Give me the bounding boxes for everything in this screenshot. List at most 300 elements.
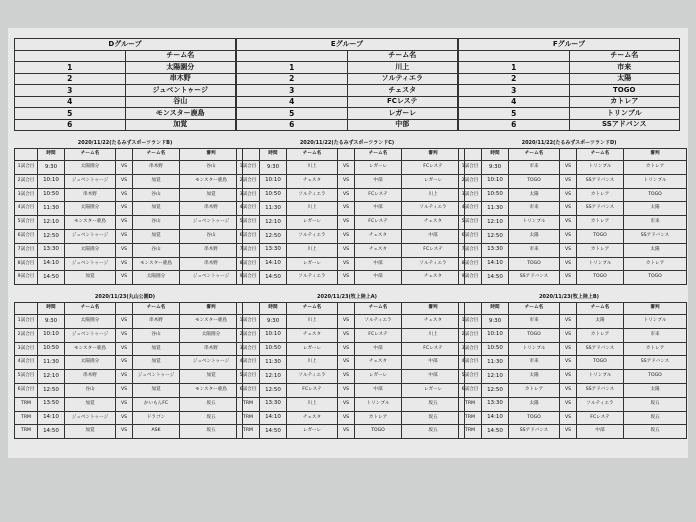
match-time: 10:10 xyxy=(260,174,287,188)
referee-team: 串木野 xyxy=(180,202,243,216)
away-team: レガーレ xyxy=(355,370,402,384)
table-row xyxy=(237,257,465,271)
team-name: チェスタ xyxy=(347,85,458,97)
vs-label: VS xyxy=(560,188,577,202)
referee-team: 坂五 xyxy=(402,425,465,439)
column-header: チーム名 xyxy=(577,149,624,161)
match-time: 12:50 xyxy=(38,229,65,243)
table-row xyxy=(459,257,687,271)
away-team: SSアドバンス xyxy=(577,202,624,216)
table-row xyxy=(15,174,243,188)
match-label: 3試合目 xyxy=(237,188,260,202)
match-time: 13:30 xyxy=(482,243,509,257)
home-team: ジュベントゥージ xyxy=(65,257,116,271)
home-team: 市来 xyxy=(509,315,560,329)
match-label: TRM xyxy=(459,397,482,411)
home-team: 太陽 xyxy=(509,370,560,384)
team-name: カトレア xyxy=(569,96,680,108)
match-time: 9:30 xyxy=(38,315,65,329)
team-number: 5 xyxy=(459,108,570,120)
table-row xyxy=(459,397,687,411)
home-team: 太陽園分 xyxy=(65,161,116,175)
column-header xyxy=(338,303,355,315)
match-label: 3試合目 xyxy=(15,188,38,202)
column-header: チーム名 xyxy=(65,303,116,315)
vs-label: VS xyxy=(560,257,577,271)
day2-caption-b: 2020/11/23(牧上陸上B) xyxy=(539,294,599,300)
match-label: 1試合目 xyxy=(237,161,260,175)
referee-team: SSアドバンス xyxy=(624,356,687,370)
day1-match-table xyxy=(236,148,465,285)
team-name: TOGO xyxy=(569,85,680,97)
home-team: 串木野 xyxy=(65,188,116,202)
home-team: SSアドバンス xyxy=(509,425,560,439)
match-label: TRM xyxy=(459,411,482,425)
vs-label: VS xyxy=(338,411,355,425)
home-team: チェスタ xyxy=(287,174,338,188)
team-name: モンスター鹿島 xyxy=(125,108,236,120)
referee-team: 坂五 xyxy=(624,425,687,439)
away-team: TOGO xyxy=(355,425,402,439)
team-number: 1 xyxy=(15,62,126,74)
match-time: 14:10 xyxy=(482,257,509,271)
match-label: 7試合目 xyxy=(15,243,38,257)
vs-label: VS xyxy=(116,411,133,425)
team-number: 6 xyxy=(237,119,348,131)
vs-label: VS xyxy=(338,328,355,342)
team-number: 3 xyxy=(237,85,348,97)
referee-team: チェスタ xyxy=(402,271,465,285)
away-team: 加覚 xyxy=(133,174,180,188)
away-team: 加覚 xyxy=(133,229,180,243)
column-header: 審判 xyxy=(624,149,687,161)
match-time: 10:50 xyxy=(482,342,509,356)
column-header: 審判 xyxy=(624,303,687,315)
vs-label: VS xyxy=(560,411,577,425)
referee-team: 中部 xyxy=(402,229,465,243)
match-time: 14:10 xyxy=(38,411,65,425)
home-team: 串木野 xyxy=(65,370,116,384)
away-team: ソルティエラ xyxy=(355,315,402,329)
vs-label: VS xyxy=(338,188,355,202)
match-label: TRM xyxy=(459,425,482,439)
away-team: SSアドバンス xyxy=(577,383,624,397)
match-label: 3試合目 xyxy=(237,342,260,356)
column-header: 時間 xyxy=(482,303,509,315)
away-team: SSアドバンス xyxy=(577,342,624,356)
group-title: Dグループ xyxy=(15,39,236,51)
group-table-d xyxy=(14,38,236,131)
referee-team: 坂五 xyxy=(180,411,243,425)
away-team: 谷山 xyxy=(133,243,180,257)
match-time: 12:10 xyxy=(38,216,65,230)
vs-label: VS xyxy=(116,271,133,285)
referee-team: 中部 xyxy=(402,370,465,384)
away-team: チェスタ xyxy=(355,229,402,243)
home-team: TOGO xyxy=(509,328,560,342)
column-header xyxy=(459,149,482,161)
team-name: 川上 xyxy=(347,62,458,74)
away-team: 太陽 xyxy=(577,315,624,329)
match-label: 6試合目 xyxy=(459,229,482,243)
match-label: 1試合目 xyxy=(15,161,38,175)
vs-label: VS xyxy=(116,425,133,439)
column-header: チーム名 xyxy=(355,303,402,315)
away-team: 谷山 xyxy=(133,188,180,202)
vs-label: VS xyxy=(116,174,133,188)
home-team: 市来 xyxy=(509,202,560,216)
match-time: 10:10 xyxy=(38,174,65,188)
day1-caption-b: 2020/11/22(たるみずスポーツランドB) xyxy=(77,140,173,146)
table-row xyxy=(237,161,465,175)
vs-label: VS xyxy=(560,342,577,356)
column-header xyxy=(116,303,133,315)
home-team: ジュベントゥージ xyxy=(65,411,116,425)
home-team: SSアドバンス xyxy=(509,271,560,285)
away-team: カトレア xyxy=(577,188,624,202)
table-row xyxy=(15,411,243,425)
referee-team: ジュベントゥージ xyxy=(180,271,243,285)
vs-label: VS xyxy=(338,425,355,439)
team-name: ジュベントゥージ xyxy=(125,85,236,97)
table-row xyxy=(237,229,465,243)
referee-team: レガーレ xyxy=(402,174,465,188)
home-team: 太陽園分 xyxy=(65,243,116,257)
team-name: トリンブル xyxy=(569,108,680,120)
home-team: レガーレ xyxy=(287,257,338,271)
match-label: 9試合目 xyxy=(459,271,482,285)
match-time: 10:10 xyxy=(38,328,65,342)
vs-label: VS xyxy=(560,370,577,384)
team-header: チーム名 xyxy=(569,50,680,62)
team-name: 谷山 xyxy=(125,96,236,108)
home-team: 川上 xyxy=(287,356,338,370)
away-team: 串木野 xyxy=(133,315,180,329)
vs-label: VS xyxy=(338,202,355,216)
column-header: 審判 xyxy=(180,149,243,161)
match-time: 11:30 xyxy=(260,202,287,216)
referee-team: 太陽 xyxy=(624,383,687,397)
match-time: 9:30 xyxy=(482,315,509,329)
home-team: ソルティエラ xyxy=(287,229,338,243)
table-row xyxy=(237,174,465,188)
away-team: 中部 xyxy=(355,271,402,285)
match-label: 5試合目 xyxy=(459,216,482,230)
match-time: 12:50 xyxy=(260,383,287,397)
away-team: FCレステ xyxy=(577,411,624,425)
home-team: 加覚 xyxy=(65,397,116,411)
home-team: レガーレ xyxy=(287,216,338,230)
home-team: カトレア xyxy=(509,383,560,397)
team-number: 6 xyxy=(15,119,126,131)
vs-label: VS xyxy=(560,216,577,230)
away-team: 中部 xyxy=(355,174,402,188)
vs-label: VS xyxy=(560,383,577,397)
table-row xyxy=(15,243,243,257)
vs-label: VS xyxy=(116,370,133,384)
home-team: モンスター鹿島 xyxy=(65,216,116,230)
vs-label: VS xyxy=(338,397,355,411)
vs-label: VS xyxy=(338,315,355,329)
referee-team: 加覚 xyxy=(180,188,243,202)
match-label: 8試合目 xyxy=(459,257,482,271)
referee-team: 坂五 xyxy=(624,411,687,425)
vs-label: VS xyxy=(560,202,577,216)
team-name: 太陽 xyxy=(569,73,680,85)
table-row xyxy=(459,425,687,439)
vs-label: VS xyxy=(560,397,577,411)
referee-team: 串木野 xyxy=(180,342,243,356)
table-row xyxy=(459,328,687,342)
home-team: ジュベントゥージ xyxy=(65,328,116,342)
match-time: 10:50 xyxy=(482,188,509,202)
team-number: 6 xyxy=(459,119,570,131)
match-time: 14:50 xyxy=(260,425,287,439)
vs-label: VS xyxy=(116,397,133,411)
column-header xyxy=(116,149,133,161)
vs-label: VS xyxy=(116,202,133,216)
match-label: TRM xyxy=(15,425,38,439)
team-number: 4 xyxy=(459,96,570,108)
vs-label: VS xyxy=(560,271,577,285)
match-time: 11:30 xyxy=(260,356,287,370)
day1-caption-d: 2020/11/22(たるみずスポーツランドD) xyxy=(521,140,617,146)
home-team: チェスタ xyxy=(287,411,338,425)
away-team: TOGO xyxy=(577,356,624,370)
referee-team: モンスター鹿島 xyxy=(180,383,243,397)
match-time: 13:30 xyxy=(260,243,287,257)
match-time: 13:50 xyxy=(38,397,65,411)
team-number: 3 xyxy=(15,85,126,97)
match-time: 14:10 xyxy=(260,411,287,425)
vs-label: VS xyxy=(116,161,133,175)
home-team: 川上 xyxy=(287,397,338,411)
match-label: 2試合目 xyxy=(459,174,482,188)
table-row xyxy=(237,216,465,230)
column-header: チーム名 xyxy=(355,149,402,161)
table-row xyxy=(237,243,465,257)
match-label: 6試合目 xyxy=(237,383,260,397)
match-time: 12:10 xyxy=(260,216,287,230)
match-label: 9試合目 xyxy=(15,271,38,285)
vs-label: VS xyxy=(116,216,133,230)
vs-label: VS xyxy=(560,315,577,329)
team-number: 4 xyxy=(15,96,126,108)
match-label: 5試合目 xyxy=(459,370,482,384)
home-team: レガーレ xyxy=(287,425,338,439)
match-label: TRM xyxy=(237,397,260,411)
away-team: 中部 xyxy=(355,202,402,216)
table-row xyxy=(15,216,243,230)
team-header: チーム名 xyxy=(125,50,236,62)
match-label: 2試合目 xyxy=(237,328,260,342)
away-team: FCレステ xyxy=(355,216,402,230)
match-time: 10:50 xyxy=(260,188,287,202)
table-row xyxy=(459,174,687,188)
table-row xyxy=(237,342,465,356)
match-label: 3試合目 xyxy=(459,342,482,356)
vs-label: VS xyxy=(338,161,355,175)
referee-team: 坂五 xyxy=(180,397,243,411)
column-header xyxy=(15,303,38,315)
day2-caption-d: 2020/11/23(丸山公園D) xyxy=(94,294,156,300)
referee-team: チェスタ xyxy=(402,216,465,230)
table-header-row xyxy=(459,149,687,161)
away-team: ASK xyxy=(133,425,180,439)
match-label: 1試合目 xyxy=(237,315,260,329)
table-row xyxy=(15,188,243,202)
match-label: 4試合目 xyxy=(459,202,482,216)
team-name: FCレステ xyxy=(347,96,458,108)
team-name: ソルティエラ xyxy=(347,73,458,85)
home-team: ソルティエラ xyxy=(287,188,338,202)
vs-label: VS xyxy=(116,356,133,370)
away-team: 加覚 xyxy=(133,383,180,397)
team-name: レガーレ xyxy=(347,108,458,120)
away-team: SSアドバンス xyxy=(577,174,624,188)
column-header: チーム名 xyxy=(287,149,338,161)
match-time: 10:50 xyxy=(38,342,65,356)
home-team: 川上 xyxy=(287,243,338,257)
team-number: 2 xyxy=(459,73,570,85)
referee-team: カトレア xyxy=(624,257,687,271)
match-time: 13:30 xyxy=(260,397,287,411)
team-number: 1 xyxy=(237,62,348,74)
match-label: 1試合目 xyxy=(459,315,482,329)
referee-team: 坂五 xyxy=(624,397,687,411)
team-name: 串木野 xyxy=(125,73,236,85)
referee-team: 太陽 xyxy=(624,202,687,216)
table-row xyxy=(459,161,687,175)
match-label: 1試合目 xyxy=(459,161,482,175)
table-row xyxy=(237,188,465,202)
column-header: チーム名 xyxy=(133,303,180,315)
table-row xyxy=(237,315,465,329)
referee-team: カトレア xyxy=(624,342,687,356)
day1-match-table xyxy=(458,148,687,285)
away-team: 谷山 xyxy=(133,328,180,342)
referee-team: レガーレ xyxy=(402,383,465,397)
team-name: 加覚 xyxy=(125,119,236,131)
match-time: 14:10 xyxy=(482,411,509,425)
day2-caption-a: 2020/11/23(牧上陸上A) xyxy=(317,294,377,300)
referee-team: FCレステ xyxy=(402,161,465,175)
column-header: 時間 xyxy=(482,149,509,161)
home-team: 市来 xyxy=(509,243,560,257)
referee-team: 市来 xyxy=(624,216,687,230)
vs-label: VS xyxy=(338,383,355,397)
home-team: TOGO xyxy=(509,411,560,425)
match-time: 12:10 xyxy=(482,370,509,384)
table-row xyxy=(459,342,687,356)
match-time: 14:10 xyxy=(260,257,287,271)
day1-match-table xyxy=(14,148,243,285)
column-header: 時間 xyxy=(260,303,287,315)
match-time: 14:50 xyxy=(38,425,65,439)
match-label: TRM xyxy=(15,397,38,411)
column-header: チーム名 xyxy=(287,303,338,315)
column-header xyxy=(560,149,577,161)
match-label: 8試合目 xyxy=(237,257,260,271)
vs-label: VS xyxy=(338,257,355,271)
away-team: 加覚 xyxy=(133,202,180,216)
match-label: 4試合目 xyxy=(237,356,260,370)
day1-caption-c: 2020/11/22(たるみずスポーツランドC) xyxy=(299,140,395,146)
table-header-row xyxy=(15,149,243,161)
referee-team: TOGO xyxy=(624,271,687,285)
column-header: チーム名 xyxy=(65,149,116,161)
match-time: 11:30 xyxy=(38,202,65,216)
referee-team: トリンブル xyxy=(624,174,687,188)
table-row xyxy=(459,356,687,370)
referee-team: SSアドバンス xyxy=(624,229,687,243)
column-header: 時間 xyxy=(260,149,287,161)
table-row xyxy=(15,229,243,243)
away-team: 中部 xyxy=(355,257,402,271)
vs-label: VS xyxy=(560,243,577,257)
vs-label: VS xyxy=(560,356,577,370)
table-row xyxy=(15,383,243,397)
match-label: 2試合目 xyxy=(15,174,38,188)
match-label: 9試合目 xyxy=(237,271,260,285)
match-time: 10:50 xyxy=(38,188,65,202)
table-row xyxy=(459,315,687,329)
table-row xyxy=(237,356,465,370)
table-row xyxy=(15,356,243,370)
referee-team: 串木野 xyxy=(180,243,243,257)
referee-team: 川上 xyxy=(402,188,465,202)
day2-match-table xyxy=(236,302,465,439)
away-team: カトレア xyxy=(577,243,624,257)
team-name: 市来 xyxy=(569,62,680,74)
referee-team: チェスタ xyxy=(402,315,465,329)
vs-label: VS xyxy=(116,229,133,243)
table-row xyxy=(15,202,243,216)
column-header xyxy=(15,149,38,161)
table-row xyxy=(237,383,465,397)
referee-team: モンスター鹿島 xyxy=(180,174,243,188)
home-team: レガーレ xyxy=(287,342,338,356)
table-row xyxy=(15,257,243,271)
match-time: 12:10 xyxy=(260,370,287,384)
home-team: TOGO xyxy=(509,174,560,188)
table-row xyxy=(15,328,243,342)
referee-team: 中部 xyxy=(402,356,465,370)
table-row xyxy=(237,202,465,216)
match-label: 7試合目 xyxy=(237,243,260,257)
match-time: 10:10 xyxy=(260,328,287,342)
table-header-row xyxy=(237,149,465,161)
away-team: カトレア xyxy=(355,411,402,425)
referee-team: モンスター鹿島 xyxy=(180,315,243,329)
match-time: 12:10 xyxy=(38,370,65,384)
away-team: トリンブル xyxy=(577,257,624,271)
match-time: 14:50 xyxy=(482,425,509,439)
group-title: Fグループ xyxy=(459,39,680,51)
column-header: 審判 xyxy=(402,149,465,161)
vs-label: VS xyxy=(116,328,133,342)
match-label: 4試合目 xyxy=(459,356,482,370)
match-time: 11:30 xyxy=(482,356,509,370)
away-team: トリンブル xyxy=(355,397,402,411)
schedule-sheet xyxy=(8,28,688,458)
away-team: ソルティエラ xyxy=(577,397,624,411)
vs-label: VS xyxy=(338,174,355,188)
vs-label: VS xyxy=(560,161,577,175)
match-label: 8試合目 xyxy=(15,257,38,271)
table-header-row xyxy=(15,303,243,315)
away-team: チェスタ xyxy=(355,243,402,257)
